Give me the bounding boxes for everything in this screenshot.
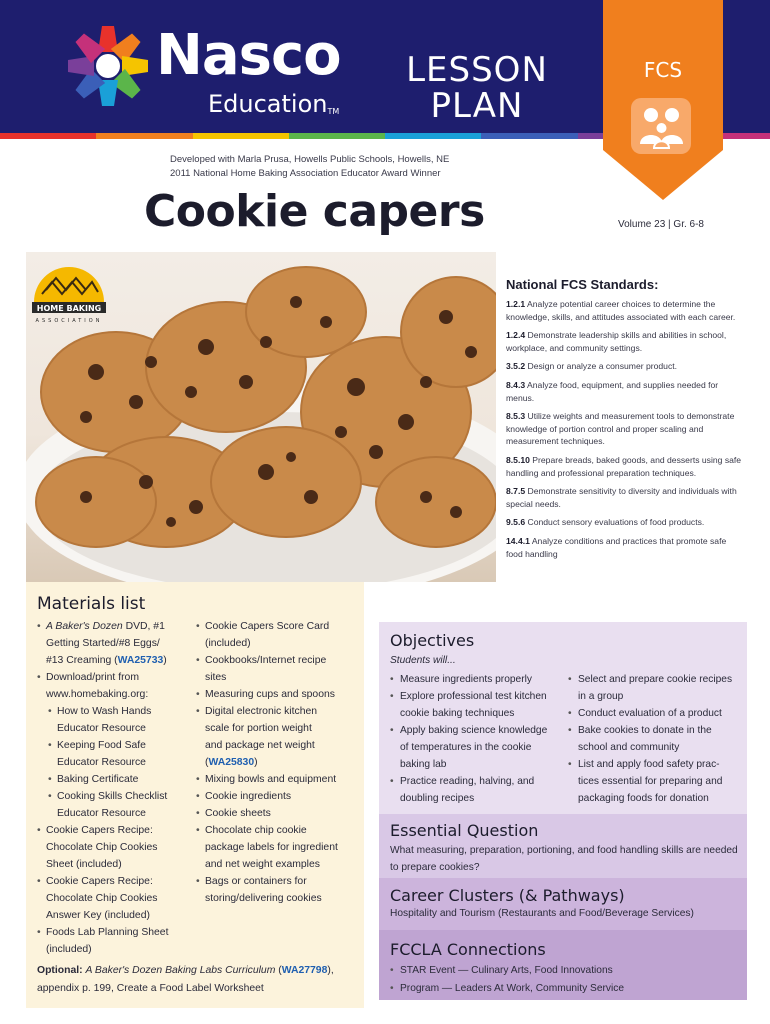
material-item: • Cooking Skills Checklist (37, 788, 205, 805)
home-baking-association-logo-icon (28, 262, 110, 324)
objective-item: • Explore professional test kitchen (390, 688, 568, 705)
standard-text: Demonstrate leadership skills and abilities in school, workplace, and community settings. (506, 330, 727, 353)
career-clusters-heading: Career Clusters (& Pathways) (390, 886, 625, 905)
objectives-heading: Objectives (390, 631, 475, 650)
objective-item: • Bake cookies to donate in the (568, 722, 746, 739)
objective-item: of temperatures in the cookie (400, 742, 532, 753)
standard-code: 1.2.1 (506, 299, 526, 309)
material-item: • Cookbooks/Internet recipe (196, 652, 364, 669)
developed-by: Developed with Marla Prusa, Howells Public Schools, Howells, NE 2011 National Home Baking Association Educator Award Winner (170, 154, 450, 179)
objectives-box (379, 622, 747, 814)
career-clusters-box (379, 878, 747, 930)
material-item: Chocolate Chip Cookies (46, 893, 158, 904)
material-item: Sheet (included) (46, 859, 122, 870)
material-item: scale for portion weight (205, 723, 312, 734)
objective-item: doubling recipes (400, 793, 475, 804)
standard-code: 8.7.5 (506, 486, 526, 497)
material-item: • Measuring cups and spoons (196, 686, 364, 703)
objective-item: tices essential for preparing and (578, 776, 723, 787)
material-item: sites (205, 672, 227, 683)
standard-text: Demonstrate sensitivity to diversity and individuals with special needs. (506, 486, 737, 509)
material-item: • How to Wash Hands (37, 703, 205, 720)
material-item: Chocolate Chip Cookies (46, 842, 158, 853)
materials-column-1 (37, 618, 205, 958)
optional-materials: Optional: A Baker's Dozen Baking Labs Curriculum (WA27798), appendix p. 199, Create a Food Label Worksheet (37, 965, 334, 994)
standard-text: Prepare breads, baked goods, and desserts using safe handling and professional preparation techniques. (506, 454, 742, 478)
fccla-item: • Program — Leaders At Work, Community Service (390, 980, 624, 998)
material-item: Educator Resource (57, 723, 146, 734)
standard-code: 8.5.3 (506, 411, 526, 422)
family-people-icon (631, 98, 691, 154)
material-item: • Mixing bowls and equipment (196, 771, 364, 788)
materials-heading: Materials list (37, 594, 146, 614)
material-item: and package net weight (205, 740, 315, 751)
fccla-heading: FCCLA Connections (390, 940, 546, 959)
material-item: • Baking Certificate (37, 771, 205, 788)
standard-item (506, 329, 744, 354)
standard-item (506, 535, 744, 560)
product-code: WA25830 (208, 757, 255, 768)
material-item: • Digital electronic kitchen (196, 703, 364, 720)
material-item: and net weight examples (205, 859, 320, 870)
objective-item: • Practice reading, halving, and (390, 773, 568, 790)
nasco-logo-icon (64, 22, 152, 110)
material-item: • Cookie ingredients (196, 788, 364, 805)
objective-item: packaging foods for donation (578, 793, 709, 804)
material-item: Getting Started/#8 Eggs/ (46, 638, 160, 649)
standard-item (506, 360, 744, 373)
objectives-lead: Students will... (390, 655, 456, 666)
objective-item: • Measure ingredients properly (390, 671, 568, 688)
materials-list (26, 582, 364, 1008)
material-item: • Cookie Capers Recipe: (37, 873, 205, 890)
objective-item: school and community (578, 742, 680, 753)
material-item: • Foods Lab Planning Sheet (37, 924, 205, 941)
material-item: (included) (46, 944, 92, 955)
material-item: Educator Resource (57, 808, 146, 819)
svg-text:HOME BAKING: HOME BAKING (36, 304, 102, 313)
standards-heading: National FCS Standards: (506, 277, 659, 292)
material-item: • Bags or containers for (196, 873, 364, 890)
product-code: WA25733 (117, 655, 164, 666)
fccla-item: • STAR Event — Culinary Arts, Food Innovations (390, 962, 624, 980)
material-item: • Keeping Food Safe (37, 737, 205, 754)
material-item: (WA25830) (205, 757, 258, 768)
objective-item: • Select and prepare cookie recipes (568, 671, 746, 688)
objectives-column-2 (568, 671, 746, 807)
standard-item (506, 379, 744, 404)
material-item: • Cookie sheets (196, 805, 364, 822)
standard-text: Analyze conditions and practices that promote safe food handling (506, 535, 727, 559)
essential-question-heading: Essential Question (390, 821, 539, 840)
standard-code: 8.5.10 (506, 454, 530, 465)
objective-item: baking lab (400, 759, 447, 770)
material-item: Educator Resource (57, 757, 146, 768)
standard-code: 1.2.4 (506, 330, 526, 341)
material-item: • Cookie Capers Score Card (196, 618, 364, 635)
career-clusters-text: Hospitality and Tourism (Restaurants and Food/Beverage Services) (390, 908, 694, 919)
standard-item (506, 410, 744, 448)
brand-name: Nasco (156, 23, 341, 88)
material-item: (included) (205, 638, 251, 649)
lesson-plan-label: LESSON PLAN (406, 50, 548, 126)
objective-item: • List and apply food safety prac- (568, 756, 746, 773)
standard-text: Design or analyze a consumer product. (527, 361, 678, 372)
material-item: Answer Key (included) (46, 910, 150, 921)
materials-column-2 (196, 618, 364, 907)
standard-text: Utilize weights and measurement tools to demonstrate knowledge of portion control and proper scaling and measurement techniques. (506, 411, 735, 447)
material-item: • Chocolate chip cookie (196, 822, 364, 839)
material-item: www.homebaking.org: (46, 689, 149, 700)
volume-grade: Volume 23 | Gr. 6-8 (618, 219, 704, 230)
objective-item: in a group (578, 691, 624, 702)
standard-text: Conduct sensory evaluations of food products. (527, 517, 705, 528)
material-item: storing/delivering cookies (205, 893, 322, 904)
fccla-connections-box (379, 930, 747, 1000)
page-title: Cookie capers (144, 186, 485, 237)
objectives-column-1 (390, 671, 568, 807)
standard-item (506, 454, 744, 479)
objective-item: • Conduct evaluation of a product (568, 705, 746, 722)
material-item: • A Baker's Dozen DVD, #1 (37, 618, 205, 635)
objective-item: • Apply baking science knowledge (390, 722, 568, 739)
objective-item: cookie baking techniques (400, 708, 515, 719)
material-item: package labels for ingredient (205, 842, 338, 853)
standard-code: 8.4.3 (506, 379, 526, 390)
national-fcs-standards (506, 277, 744, 566)
standard-item (506, 298, 744, 323)
standard-item (506, 516, 744, 529)
material-item: • Download/print from (37, 669, 205, 686)
standard-code: 14.4.1 (506, 535, 530, 546)
standard-item (506, 485, 744, 510)
material-item: #13 Creaming (WA25733) (46, 655, 167, 666)
fccla-list (390, 962, 624, 998)
brand-subtitle: EducationTM (208, 90, 340, 118)
material-item: • Cookie Capers Recipe: (37, 822, 205, 839)
standard-text: Analyze food, equipment, and supplies needed for menus. (506, 379, 719, 403)
essential-question-text: What measuring, preparation, portioning, and food handling skills are needed to prepare cookies? (390, 845, 738, 873)
standard-code: 3.5.2 (506, 361, 526, 372)
essential-question-box (379, 814, 747, 878)
svg-text:ASSOCIATION: ASSOCIATION (35, 318, 103, 324)
subject-label: FCS (643, 58, 683, 82)
standard-code: 9.5.6 (506, 517, 526, 528)
standard-text: Analyze potential career choices to determine the knowledge, skills, and attitudes associated with each career. (506, 299, 736, 322)
